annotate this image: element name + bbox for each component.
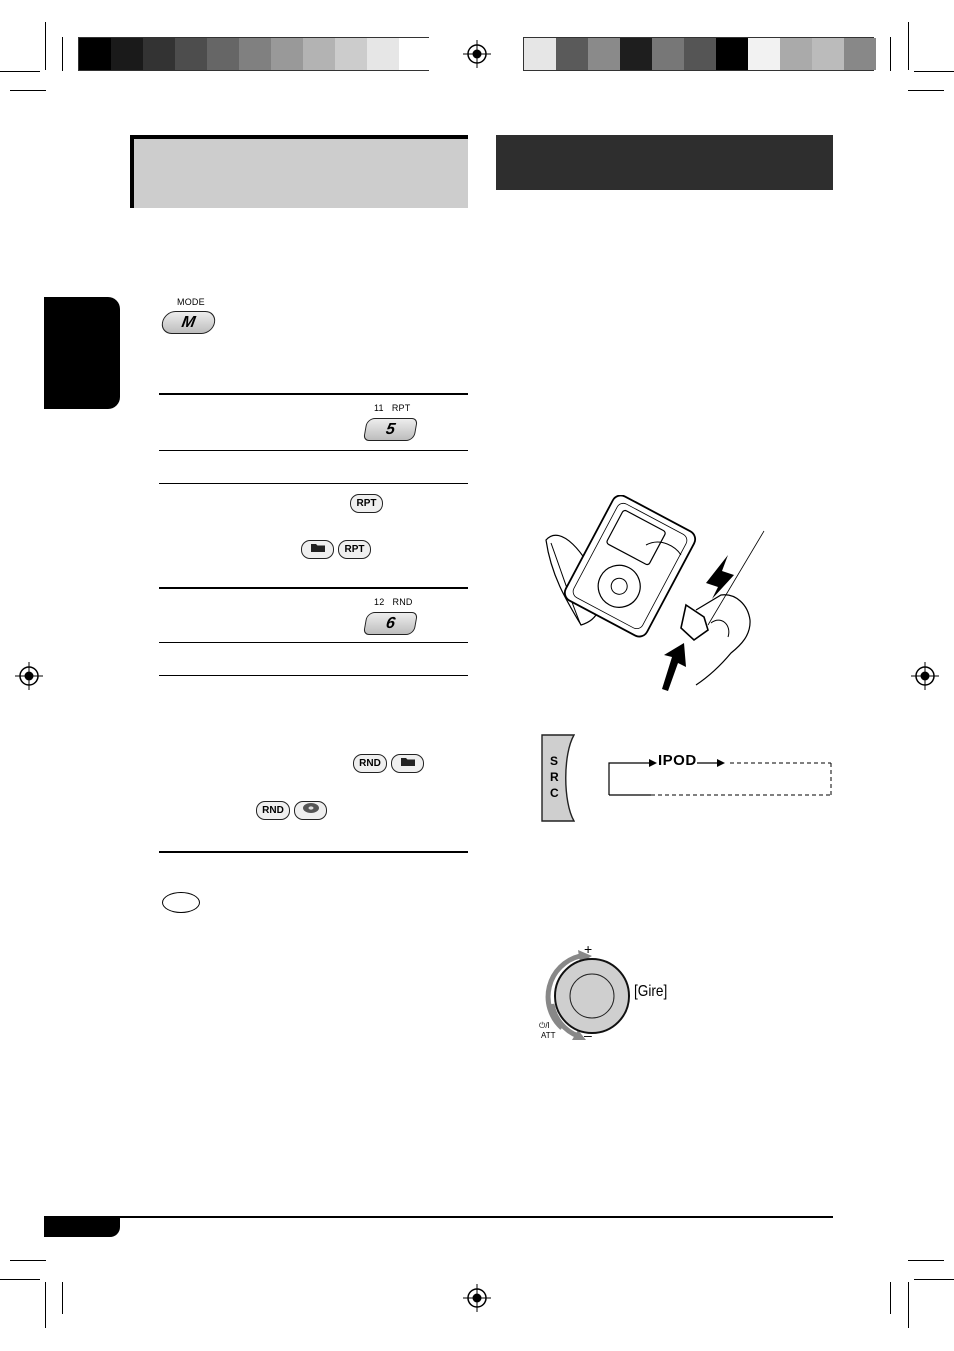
color-swatch (748, 38, 780, 70)
rnd-indicator: RND (256, 801, 290, 820)
color-swatch (524, 38, 556, 70)
color-swatch (207, 38, 239, 70)
color-swatch (844, 38, 876, 70)
color-swatch (652, 38, 684, 70)
folder-indicator (301, 540, 334, 559)
power-icon: ⏻/I (539, 1021, 550, 1030)
ipod-source-label: IPOD (658, 752, 697, 769)
rnd-indicator: RND (353, 754, 387, 773)
left-section-header (130, 135, 468, 208)
disc-icon (302, 802, 320, 814)
color-swatch (271, 38, 303, 70)
table-rule (159, 393, 468, 395)
ipod-illustration (536, 495, 770, 695)
rpt-indicator: RPT (338, 540, 371, 559)
color-swatch (588, 38, 620, 70)
folder-indicator (391, 754, 424, 773)
table-rule (159, 675, 468, 676)
repeat-key-label: 11 RPT (374, 403, 411, 413)
color-swatch (79, 38, 111, 70)
color-swatch (716, 38, 748, 70)
footer-rule (44, 1216, 833, 1218)
src-letter: R (550, 770, 559, 784)
language-oval-icon (162, 892, 200, 913)
table-rule (159, 642, 468, 643)
repeat-button[interactable]: 5 (363, 418, 418, 441)
color-swatch (399, 38, 431, 70)
color-swatch (367, 38, 399, 70)
table-rule (159, 450, 468, 451)
att-label: ATT (541, 1031, 556, 1040)
dial-caption: [Gire] (634, 983, 668, 1000)
right-section-header (496, 135, 833, 190)
color-swatch (143, 38, 175, 70)
arrow-icon (717, 759, 725, 767)
random-key-label: 12 RND (374, 597, 413, 607)
color-swatch (556, 38, 588, 70)
src-button[interactable] (541, 734, 575, 822)
rpt-indicator: RPT (350, 494, 383, 513)
color-swatch (239, 38, 271, 70)
registration-mark-icon (463, 1284, 491, 1312)
table-rule (159, 851, 468, 853)
arrow-icon (649, 759, 657, 767)
color-swatch (780, 38, 812, 70)
language-side-tab (44, 297, 120, 409)
folder-icon (400, 756, 416, 767)
page-number-tab (44, 1217, 120, 1237)
source-flow-diagram (605, 752, 835, 798)
volume-minus: – (584, 1027, 592, 1043)
color-swatch (303, 38, 335, 70)
table-rule (159, 483, 468, 484)
src-letter: S (550, 754, 559, 768)
arrow-icon (662, 643, 686, 691)
color-swatch (684, 38, 716, 70)
color-swatch (175, 38, 207, 70)
color-swatch (335, 38, 367, 70)
registration-mark-icon (911, 662, 939, 690)
volume-plus: + (584, 941, 593, 957)
registration-mark-icon (463, 40, 491, 68)
mode-button[interactable]: M (160, 311, 217, 334)
folder-icon (310, 542, 326, 553)
registration-mark-icon (15, 662, 43, 690)
mode-key-label: MODE (177, 297, 205, 307)
random-button[interactable]: 6 (363, 612, 418, 635)
src-letter: C (550, 786, 559, 800)
arrow-icon (706, 555, 734, 599)
table-rule (159, 587, 468, 589)
color-swatch (111, 38, 143, 70)
disc-indicator (294, 801, 327, 820)
color-swatch (620, 38, 652, 70)
color-swatch (812, 38, 844, 70)
